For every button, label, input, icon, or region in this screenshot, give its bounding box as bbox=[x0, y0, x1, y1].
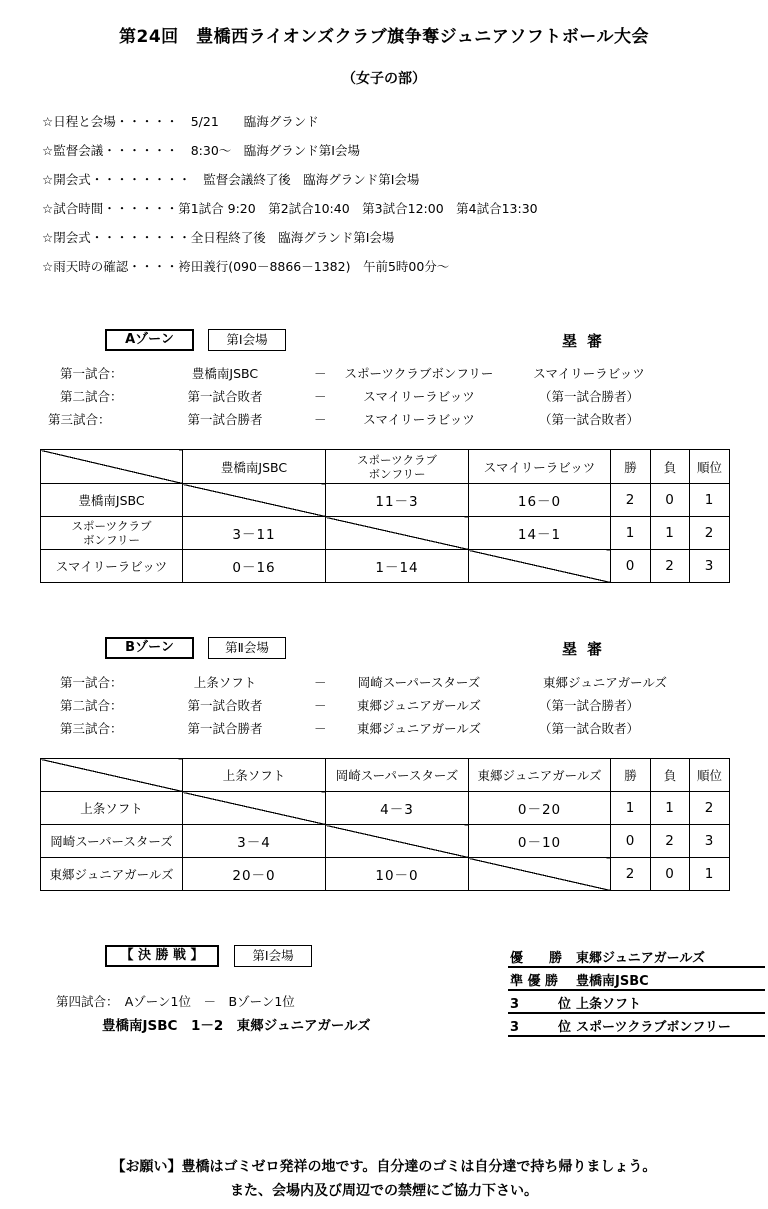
self-match-cell bbox=[469, 550, 611, 583]
score-cell: 20－0 bbox=[183, 858, 326, 891]
zone-b-fixture-home: 第一試合勝者 bbox=[187, 721, 263, 736]
score-cell: 4－3 bbox=[326, 792, 469, 825]
standings-row bbox=[508, 968, 765, 991]
row-team-line: スポーツクラブ bbox=[71, 519, 152, 533]
col-header-team: 岡崎スーパースターズ bbox=[326, 759, 469, 792]
zone-b-fixture-dash: － bbox=[314, 721, 327, 736]
zone-a-fixture-dash: － bbox=[314, 412, 327, 427]
score-cell: 3－4 bbox=[183, 825, 326, 858]
zone-b-results-table bbox=[40, 758, 730, 891]
zone-a-fixture-umpire: スマイリーラビッツ bbox=[533, 366, 645, 381]
losses-cell: 0 bbox=[651, 858, 690, 891]
standings-place: 3 位 bbox=[510, 1020, 572, 1035]
score-cell: 0－20 bbox=[469, 792, 611, 825]
col-header-team: スマイリーラビッツ bbox=[469, 450, 611, 484]
zone-a-fixture-away: スマイリーラビッツ bbox=[363, 412, 475, 427]
col-header-line: ボンフリー bbox=[368, 466, 426, 481]
zone-b-fixture-dash: － bbox=[314, 698, 327, 713]
zone-b-fixture-home: 第一試合敗者 bbox=[187, 698, 263, 713]
info-closing-ceremony: ☆閉会式・・・・・・・・全日程終了後 臨海グランド第Ⅰ会場 bbox=[42, 230, 395, 245]
zone-a-label: Aゾーン bbox=[105, 329, 194, 351]
zone-b-umpire-heading: 塁審 bbox=[562, 640, 613, 658]
table-row bbox=[41, 517, 730, 550]
zone-a-fixture-home: 第一試合勝者 bbox=[187, 412, 263, 427]
losses-cell: 1 bbox=[651, 792, 690, 825]
row-team: スマイリーラビッツ bbox=[41, 550, 183, 583]
standings-team: 豊橋南JSBC bbox=[576, 974, 649, 989]
col-header-wins: 勝 bbox=[611, 450, 651, 484]
wins-cell: 0 bbox=[611, 825, 651, 858]
standings-row bbox=[508, 1014, 765, 1037]
zone-a-fixture-no: 第一試合： bbox=[60, 366, 123, 381]
row-team bbox=[41, 517, 183, 550]
table-row bbox=[41, 825, 730, 858]
rank-cell: 3 bbox=[690, 550, 730, 583]
zone-b-fixture-no: 第三試合： bbox=[60, 721, 123, 736]
standings-team: 上条ソフト bbox=[576, 997, 642, 1012]
info-opening-ceremony: ☆開会式・・・・・・・・ 監督会議終了後 臨海グランド第Ⅰ会場 bbox=[42, 172, 420, 187]
losses-cell: 1 bbox=[651, 517, 690, 550]
zone-a-fixture-umpire: （第一試合敗者） bbox=[538, 412, 639, 427]
wins-cell: 1 bbox=[611, 792, 651, 825]
standings-row bbox=[508, 945, 765, 968]
table-row bbox=[41, 792, 730, 825]
row-team: 上条ソフト bbox=[41, 792, 183, 825]
zone-b-venue: 第Ⅱ会場 bbox=[208, 637, 286, 659]
zone-b-label: Bゾーン bbox=[105, 637, 194, 659]
standings-place: 優 勝 bbox=[510, 951, 563, 966]
zone-b-fixture-away: 東郷ジュニアガールズ bbox=[356, 698, 481, 713]
col-header-team bbox=[326, 450, 469, 484]
zone-b-fixture-no: 第一試合： bbox=[60, 675, 123, 690]
rank-cell: 1 bbox=[690, 858, 730, 891]
self-match-cell bbox=[183, 792, 326, 825]
zone-b-fixture-umpire: （第一試合勝者） bbox=[538, 698, 639, 713]
zone-a-venue: 第Ⅰ会場 bbox=[208, 329, 286, 351]
score-cell: 3－11 bbox=[183, 517, 326, 550]
zone-a-fixture-home: 第一試合敗者 bbox=[187, 389, 263, 404]
rank-cell: 2 bbox=[690, 792, 730, 825]
notice-line-2: また、会場内及び周辺での禁煙にご協力下さい。 bbox=[230, 1183, 538, 1199]
rank-cell: 1 bbox=[690, 484, 730, 517]
zone-a-fixture-dash: － bbox=[314, 366, 327, 381]
zone-a-fixture-away: スポーツクラブボンフリー bbox=[344, 366, 494, 381]
col-header-team: 上条ソフト bbox=[183, 759, 326, 792]
wins-cell: 2 bbox=[611, 858, 651, 891]
row-team-line: ボンフリー bbox=[82, 533, 141, 547]
col-header-losses: 負 bbox=[651, 450, 690, 484]
wins-cell: 0 bbox=[611, 550, 651, 583]
final-match: 第四試合： Aゾーン1位 － Bゾーン1位 bbox=[56, 994, 295, 1009]
standings-team: スポーツクラブボンフリー bbox=[576, 1020, 731, 1035]
table-corner-cell bbox=[41, 759, 183, 792]
col-header-team: 豊橋南JSBC bbox=[183, 450, 326, 484]
info-game-times: ☆試合時間・・・・・・第1試合 9:20 第2試合10:40 第3試合12:00 第4試合13:30 bbox=[42, 201, 538, 216]
zone-a-fixture-no: 第二試合： bbox=[60, 389, 123, 404]
rank-cell: 2 bbox=[690, 517, 730, 550]
self-match-cell bbox=[326, 517, 469, 550]
zone-b-fixture-home: 上条ソフト bbox=[193, 675, 257, 690]
info-rain-contact: ☆雨天時の確認・・・・袴田義行(090－8866－1382) 午前5時00分～ bbox=[42, 259, 450, 274]
row-team: 東郷ジュニアガールズ bbox=[41, 858, 183, 891]
score-cell: 10－0 bbox=[326, 858, 469, 891]
self-match-cell bbox=[469, 858, 611, 891]
notice-line-1: 【お願い】豊橋はゴミゼロ発祥の地です。自分達のゴミは自分達で持ち帰りましょう。 bbox=[111, 1159, 657, 1175]
standings-place: 3 位 bbox=[510, 997, 572, 1012]
score-cell: 16－0 bbox=[469, 484, 611, 517]
zone-a-fixture-umpire: （第一試合勝者） bbox=[538, 389, 639, 404]
page-title: 第24回 豊橋西ライオンズクラブ旗争奪ジュニアソフトボール大会 bbox=[119, 27, 649, 47]
zone-a-fixture-no: 第三試合： bbox=[48, 412, 111, 427]
zone-b-fixture-umpire: （第一試合敗者） bbox=[538, 721, 639, 736]
zone-b-fixture-umpire: 東郷ジュニアガールズ bbox=[542, 675, 667, 690]
wins-cell: 1 bbox=[611, 517, 651, 550]
zone-a-fixture-dash: － bbox=[314, 389, 327, 404]
table-row bbox=[41, 484, 730, 517]
standings-place: 準 優 勝 bbox=[510, 974, 559, 989]
standings-row bbox=[508, 991, 765, 1014]
final-label: 【 決 勝 戦 】 bbox=[105, 945, 219, 967]
losses-cell: 0 bbox=[651, 484, 690, 517]
row-team: 岡崎スーパースターズ bbox=[41, 825, 183, 858]
self-match-cell bbox=[183, 484, 326, 517]
standings-team: 東郷ジュニアガールズ bbox=[576, 951, 705, 966]
col-header-rank: 順位 bbox=[690, 450, 730, 484]
zone-a-fixture-away: スマイリーラビッツ bbox=[363, 389, 475, 404]
score-cell: 0－10 bbox=[469, 825, 611, 858]
col-header-line: スポーツクラブ bbox=[357, 452, 437, 467]
zone-a-fixture-home: 豊橋南JSBC bbox=[191, 366, 259, 381]
zone-b-fixture-dash: － bbox=[314, 675, 327, 690]
table-row bbox=[41, 550, 730, 583]
losses-cell: 2 bbox=[651, 825, 690, 858]
zone-b-fixture-away: 東郷ジュニアガールズ bbox=[356, 721, 481, 736]
zone-b-fixture-away: 岡崎スーパースターズ bbox=[357, 675, 481, 690]
table-row bbox=[41, 858, 730, 891]
self-match-cell bbox=[326, 825, 469, 858]
score-cell: 11－3 bbox=[326, 484, 469, 517]
score-cell: 14－1 bbox=[469, 517, 611, 550]
info-schedule: ☆日程と会場・・・・・ 5/21 臨海グランド bbox=[42, 114, 319, 129]
row-team: 豊橋南JSBC bbox=[41, 484, 183, 517]
losses-cell: 2 bbox=[651, 550, 690, 583]
info-manager-meeting: ☆監督会議・・・・・・ 8:30～ 臨海グランド第Ⅰ会場 bbox=[42, 143, 360, 158]
final-venue: 第Ⅰ会場 bbox=[234, 945, 312, 967]
col-header-rank: 順位 bbox=[690, 759, 730, 792]
final-result: 豊橋南JSBC 1－2 東郷ジュニアガールズ bbox=[102, 1018, 371, 1034]
col-header-wins: 勝 bbox=[611, 759, 651, 792]
table-corner-cell bbox=[41, 450, 183, 484]
score-cell: 1－14 bbox=[326, 550, 469, 583]
col-header-losses: 負 bbox=[651, 759, 690, 792]
page-subtitle: （女子の部） bbox=[342, 71, 426, 87]
wins-cell: 2 bbox=[611, 484, 651, 517]
zone-a-umpire-heading: 塁審 bbox=[562, 332, 613, 350]
zone-b-fixture-no: 第二試合： bbox=[60, 698, 123, 713]
zone-a-results-table bbox=[40, 449, 730, 583]
score-cell: 0－16 bbox=[183, 550, 326, 583]
col-header-team: 東郷ジュニアガールズ bbox=[469, 759, 611, 792]
rank-cell: 3 bbox=[690, 825, 730, 858]
